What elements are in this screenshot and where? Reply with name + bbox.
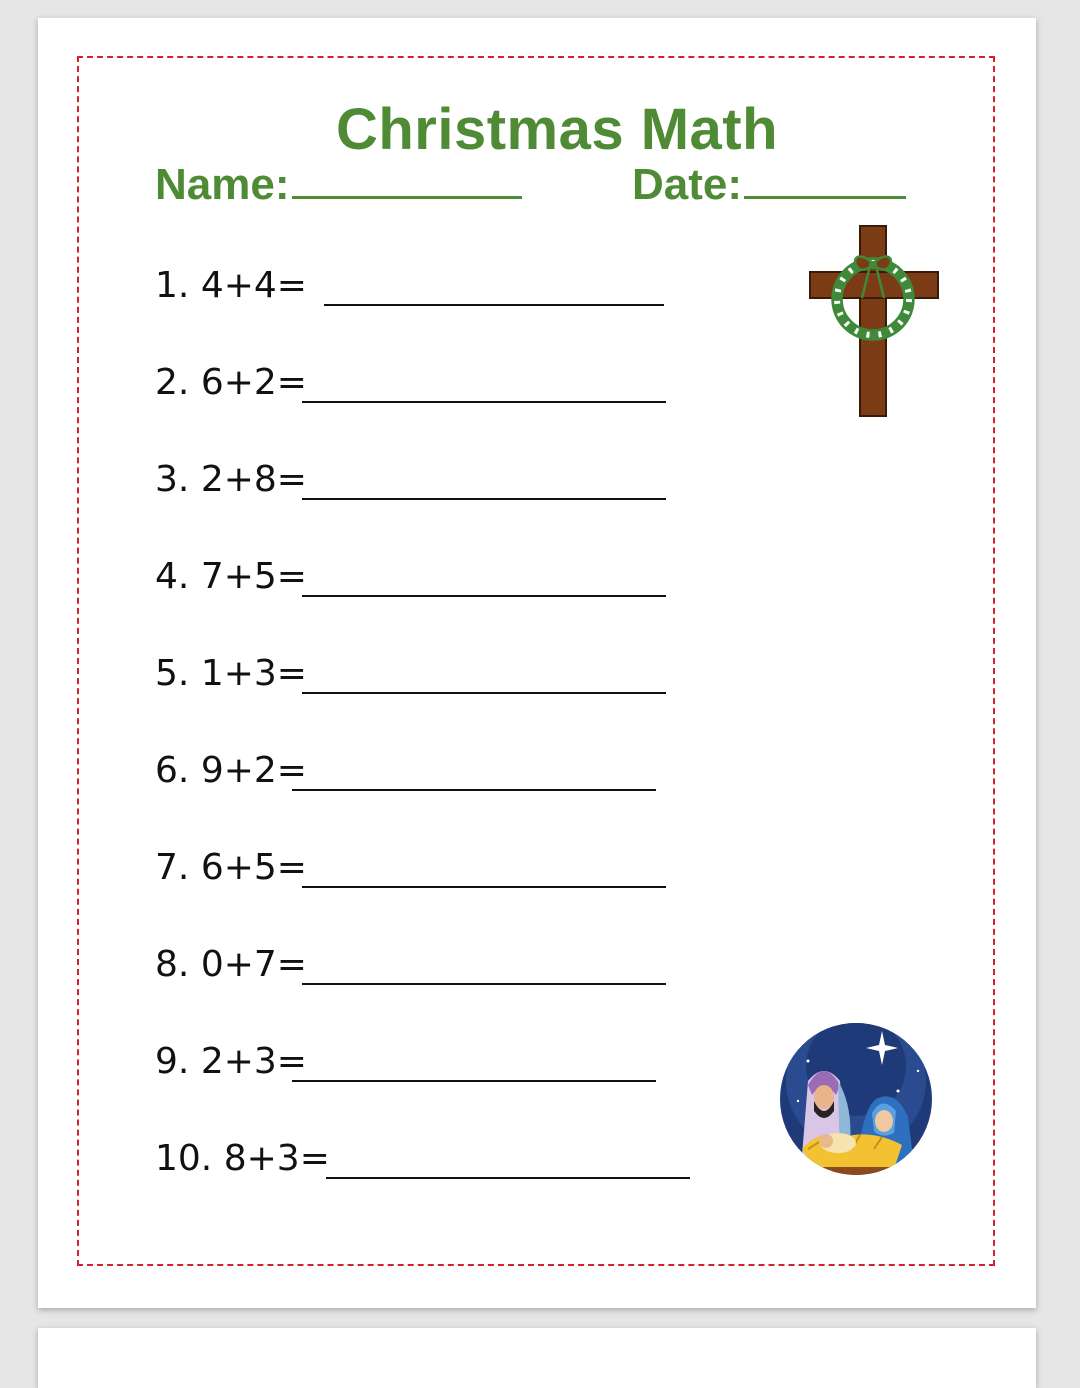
problem-3 [155,457,307,503]
problem-number: 8. [155,944,190,985]
problem-expression: 2+8= [200,459,307,500]
problem-number: 1. [155,265,190,306]
problem-2 [155,360,307,406]
problem-number: 9. [155,1041,190,1082]
answer-line-10[interactable] [326,1177,690,1179]
problem-8 [155,942,307,988]
problem-number: 2. [155,362,190,403]
answer-line-1[interactable] [324,304,664,306]
next-page-edge [38,1328,1036,1388]
worksheet-page [38,18,1036,1308]
problem-5 [155,651,307,697]
problem-expression: 9+2= [200,750,307,791]
name-field [155,158,522,210]
problem-expression: 6+2= [200,362,307,403]
problem-10 [155,1136,330,1182]
answer-line-5[interactable] [302,692,666,694]
worksheet-title: Christmas Math [335,97,779,162]
answer-line-6[interactable] [292,789,656,791]
answer-line-4[interactable] [302,595,666,597]
problem-number: 6. [155,750,190,791]
problem-number: 3. [155,459,190,500]
problem-7 [155,845,307,891]
problem-expression: 6+5= [200,847,307,888]
problem-1 [155,263,307,309]
problem-expression: 4+4= [200,265,307,306]
problem-expression: 0+7= [200,944,307,985]
answer-line-2[interactable] [302,401,666,403]
problem-number: 7. [155,847,190,888]
problem-number: 4. [155,556,190,597]
answer-line-9[interactable] [292,1080,656,1082]
problem-expression: 2+3= [200,1041,307,1082]
problem-expression: 1+3= [200,653,307,694]
name-label: Name: [155,160,290,209]
date-field [632,158,906,210]
date-label: Date: [632,160,743,209]
problem-expression: 7+5= [200,556,307,597]
problem-expression: 8+3= [223,1138,330,1179]
name-blank[interactable] [292,158,522,199]
cross-with-wreath-icon [808,224,940,418]
problem-4 [155,554,307,600]
problem-number: 5. [155,653,190,694]
answer-line-7[interactable] [302,886,666,888]
problem-number: 10. [155,1138,213,1179]
problem-6 [155,748,307,794]
answer-line-3[interactable] [302,498,666,500]
answer-line-8[interactable] [302,983,666,985]
nativity-scene-icon [778,1021,934,1193]
date-blank[interactable] [744,158,906,199]
problem-9 [155,1039,307,1085]
